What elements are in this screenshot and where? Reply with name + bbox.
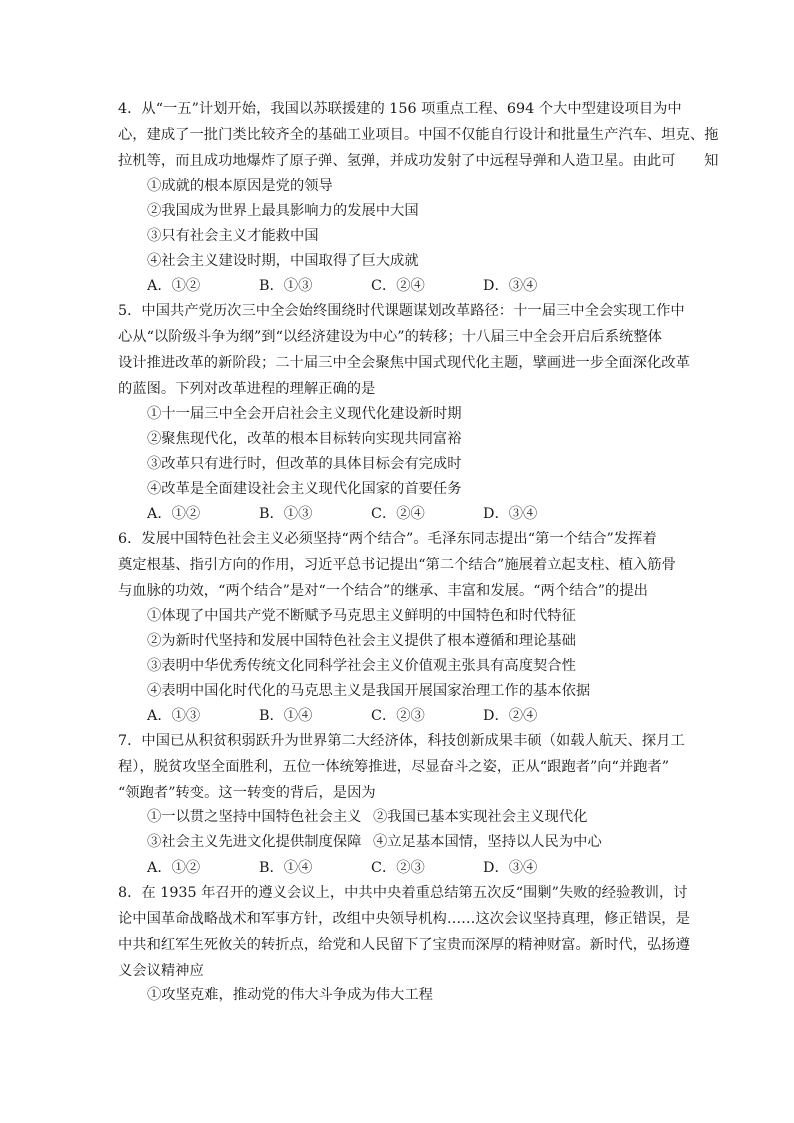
q7-choice-a[interactable]: A．①②	[147, 860, 201, 876]
q7-choice-c[interactable]: C．②③	[371, 860, 425, 876]
q5-stem-line-3: 设计推进改革的新阶段；二十届三中全会聚焦中国式现代化主题，擘画进一步全面深化改革	[118, 355, 690, 371]
q7-stem-line-3: “领跑者”转变。这一转变的背后，是因为	[118, 785, 376, 801]
q6-choice-d[interactable]: D．②④	[483, 708, 538, 724]
q4-choices	[147, 275, 667, 299]
q7-statement-3: ③社会主义先进文化提供制度保障	[147, 834, 362, 850]
q4-choice-c[interactable]: C．②④	[371, 278, 425, 294]
q5-statement-2: ②聚焦现代化，改革的根本目标转向实现共同富裕	[147, 431, 462, 447]
q6-choices	[147, 705, 667, 729]
q6-statement-1: ①体现了中国共产党不断赋予马克思主义鲜明的中国特色和时代特征	[147, 608, 576, 624]
q7-choice-b[interactable]: B．①④	[259, 860, 313, 876]
q6-statement-2: ②为新时代坚持和发展中国特色社会主义提供了根本遵循和理论基础	[147, 633, 576, 649]
q4-choice-a[interactable]: A．①②	[147, 278, 201, 294]
q6-statement-3: ③表明中华优秀传统文化同科学社会主义价值观主张具有高度契合性	[147, 658, 576, 674]
q7-statement-2: ②我国已基本实现社会主义现代化	[373, 809, 588, 825]
q4-choice-b[interactable]: B．①③	[259, 278, 313, 294]
q7-choices	[147, 857, 667, 881]
q6-stem-line-2: 奠定根基、指引方向的作用，习近平总书记提出“第二个结合”施展着立起支柱、植入筋骨	[118, 557, 676, 573]
q8-stem-line-4: 义会议精神应	[118, 963, 204, 979]
q4-statement-2: ②我国成为世界上最具影响力的发展中大国	[147, 203, 419, 219]
q5-choices	[147, 503, 667, 527]
q8-statement-1: ①攻坚克难，推动党的伟大斗争成为伟大工程	[147, 987, 433, 1003]
q8-stem-line-2: 论中国革命战略战术和军事方针，改组中央领导机构……这次会议坚持真理，修正错误，是	[118, 911, 690, 927]
q4-stem-line-1: 4．从“一五”计划开始，我国以苏联援建的 156 项重点工程、694 个大中型建设项目为中	[118, 101, 682, 117]
q5-choice-a[interactable]: A．①②	[147, 506, 201, 522]
q5-statement-4: ④改革是全面建设社会主义现代化国家的首要任务	[147, 481, 462, 497]
q6-choice-b[interactable]: B．①④	[259, 708, 313, 724]
q7-stem-line-1: 7．中国已从积贫积弱跃升为世界第二大经济体，科技创新成果丰硕（如载人航天、探月工	[118, 733, 685, 749]
q7-statement-4: ④立足基本国情，坚持以人民为中心	[373, 834, 602, 850]
q6-stem-line-1: 6．发展中国特色社会主义必须坚持“两个结合”。毛泽东同志提出“第一个结合”发挥着	[118, 531, 657, 547]
q6-choice-a[interactable]: A．①③	[147, 708, 201, 724]
q4-statement-4: ④社会主义建设时期，中国取得了巨大成就	[147, 253, 419, 269]
q6-stem-line-3: 与血脉的功效，“两个结合”是对“一个结合”的继承、丰富和发展。“两个结合”的提出	[118, 583, 648, 599]
q4-choice-d[interactable]: D．③④	[483, 278, 538, 294]
q4-stem-line-2: 心，建成了一批门类比较齐全的基础工业项目。中国不仅能自行设计和批量生产汽车、坦克、拖	[118, 127, 719, 143]
q7-stem-line-2: 程），脱贫攻坚全面胜利，五位一体统筹推进，尽显奋斗之姿，正从“跟跑者”向“并跑者”	[118, 759, 670, 775]
q5-stem-line-4: 的蓝图。下列对改革进程的理解正确的是	[118, 381, 376, 397]
q7-statement-row-1	[147, 806, 667, 830]
q5-choice-b[interactable]: B．①③	[259, 506, 313, 522]
q5-choice-d[interactable]: D．③④	[483, 506, 538, 522]
q8-stem-line-3: 中共和红军生死攸关的转折点，给党和人民留下了宝贵而深厚的精神财富。新时代，弘扬遵	[118, 937, 690, 953]
q5-choice-c[interactable]: C．②④	[371, 506, 425, 522]
q6-choice-c[interactable]: C．②③	[371, 708, 425, 724]
q6-statement-4: ④表明中国化时代化的马克思主义是我国开展国家治理工作的基本依据	[147, 683, 591, 699]
q5-stem-line-1: 5．中国共产党历次三中全会始终围绕时代课题谋划改革路径：十一届三中全会实现工作中	[118, 303, 685, 319]
q8-stem-line-1: 8．在 1935 年召开的遵义会议上，中共中央着重总结第五次反“围剿”失败的经验教训，讨	[118, 885, 688, 901]
q7-choice-d[interactable]: D．③④	[483, 860, 538, 876]
q4-statement-1: ①成就的根本原因是党的领导	[147, 178, 333, 194]
q7-statement-1: ①一以贯之坚持中国特色社会主义	[147, 809, 362, 825]
q5-stem-line-2: 心从“以阶级斗争为纲”到“以经济建设为中心”的转移；十八届三中全会开启后系统整体	[118, 329, 662, 345]
q7-statement-row-2	[147, 831, 667, 855]
q4-stem-line-3: 拉机等，而且成功地爆炸了原子弹、氢弹，并成功发射了中远程导弹和人造卫星。由此可 知	[118, 153, 719, 169]
q4-statement-3: ③只有社会主义才能救中国	[147, 228, 319, 244]
q5-statement-1: ①十一届三中全会开启社会主义现代化建设新时期	[147, 406, 462, 422]
q5-statement-3: ③改革只有进行时，但改革的具体目标会有完成时	[147, 456, 462, 472]
